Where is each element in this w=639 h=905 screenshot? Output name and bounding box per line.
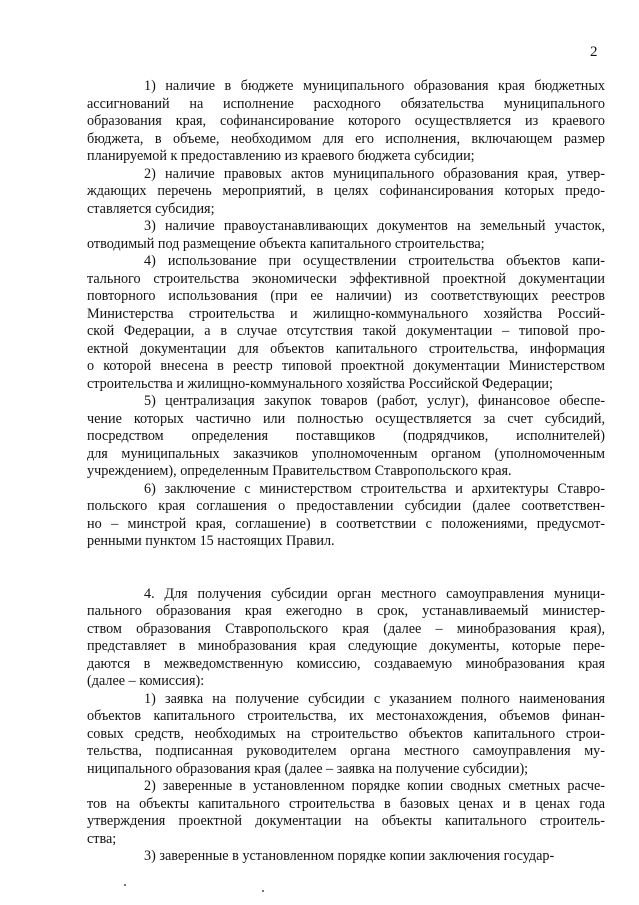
paragraph [87,253,605,393]
text-line: тов на объекты капитального строительства в базовых ценах и в ценах года [87,795,605,812]
text-line: повторного использования (при ее наличии) из соответствующих реестров [87,288,605,304]
document-body [87,78,605,866]
section-conditions [87,78,605,551]
page-number: 2 [590,44,598,60]
text-line: но – минстрой края, соглашение) в соответствии с положениями, предусмот- [87,515,605,532]
text-line: образования края, софинансирование которого осуществляется из краевого [87,113,605,129]
paragraph [87,393,605,481]
text-line: тального строительства экономически эффективной проектной документации [87,270,605,287]
paragraph [87,78,605,166]
text-line: польского края соглашения о предоставлении субсидии (далее соответствен- [87,498,605,514]
paragraph [87,778,605,848]
section-gap [87,551,605,586]
text-line: 1) наличие в бюджете муниципального образования края бюджетных [144,78,605,94]
text-line: ждающих перечень мероприятий, в целях софинансирования которых предо- [87,183,605,199]
paragraph [87,218,605,253]
text-line: чение которых частично или полностью осуществляется за счет субсидий, [87,410,605,427]
text-line: ниципального образования края (далее – заявка на получение субсидии); [87,760,529,777]
text-line: (далее – комиссия): [87,673,205,689]
text-line: 2) наличие правовых актов муниципального образования края, утвер- [144,165,605,182]
text-line: ской Федерации, а в случае отсутствия такой документации – типовой про- [87,323,605,339]
scan-speck [124,884,126,886]
paragraph [87,481,605,551]
text-line: ассигнований на исполнение расходного обязательства муниципального [87,95,605,112]
text-line: даются в межведомственную комиссию, создаваемую минобразования края [87,655,605,672]
text-line: строительства и жилищно-коммунального хозяйства Российской Федерации; [87,375,553,392]
text-line: Министерства строительства и жилищно-коммунального хозяйства Россий- [87,305,605,322]
text-line: отводимый под размещение объекта капитального строительства; [87,235,485,252]
scan-speck [262,890,264,892]
text-line: ставляется субсидия; [87,200,215,217]
text-line: пального образования края ежегодно в срок, устанавливаемый министер- [87,603,605,619]
text-line: 1) заявка на получение субсидии с указанием полного наименования [144,690,605,707]
text-line: тельства, подписанная руководителем органа местного самоуправления му- [87,743,605,759]
text-line: 3) наличие правоустанавливающих документов на земельный участок, [144,218,605,234]
text-line: объектов капитального строительства, их местонахождения, объемов финан- [87,708,605,724]
text-line: представляет в минобразования края следующие документы, которые пере- [87,638,605,654]
text-line: для муниципальных заказчиков уполномоченным органом (уполномоченным [87,445,605,462]
text-line: посредством определения поставщиков (подрядчиков, исполнителей) [87,428,605,444]
text-line: ренными пунктом 15 настоящих Правил. [87,533,335,549]
text-line: учреждением), определенным Правительством Ставропольского края. [87,463,512,479]
text-line: 4. Для получения субсидии орган местного самоуправления муници- [144,585,605,602]
paragraph [87,586,605,691]
text-line: 6) заключение с министерством строительства и архитектуры Ставро- [144,480,605,497]
paragraph [87,166,605,219]
text-line: ства; [87,830,117,847]
text-line: бюджета, в объеме, необходимом для его исполнения, включающем размер [87,130,605,147]
paragraph [87,848,605,866]
text-line: 3) заверенные в установленном порядке копии заключения государ- [144,848,555,864]
text-line: 4) использование при осуществлении строительства объектов капи- [144,253,605,269]
text-line: о которой внесена в реестр типовой проектной документации Министерством [87,358,605,374]
text-line: планируемой к предоставлению из краевого бюджета субсидии; [87,148,475,164]
section-documents [87,586,605,866]
text-line: ектной документации для объектов капитального строительства, информация [87,340,605,357]
text-line: совых средств, необходимых на строительство объектов капитального строи- [87,725,605,742]
text-line: утверждения проектной документации на объекты капитального строитель- [87,813,605,829]
paragraph [87,691,605,779]
text-line: ством образования Ставропольского края (далее – минобразования края), [87,620,605,637]
text-line: 5) централизация закупок товаров (работ, услуг), финансовое обеспе- [144,393,605,409]
text-line: 2) заверенные в установленном порядке копии сводных сметных расче- [144,778,605,794]
